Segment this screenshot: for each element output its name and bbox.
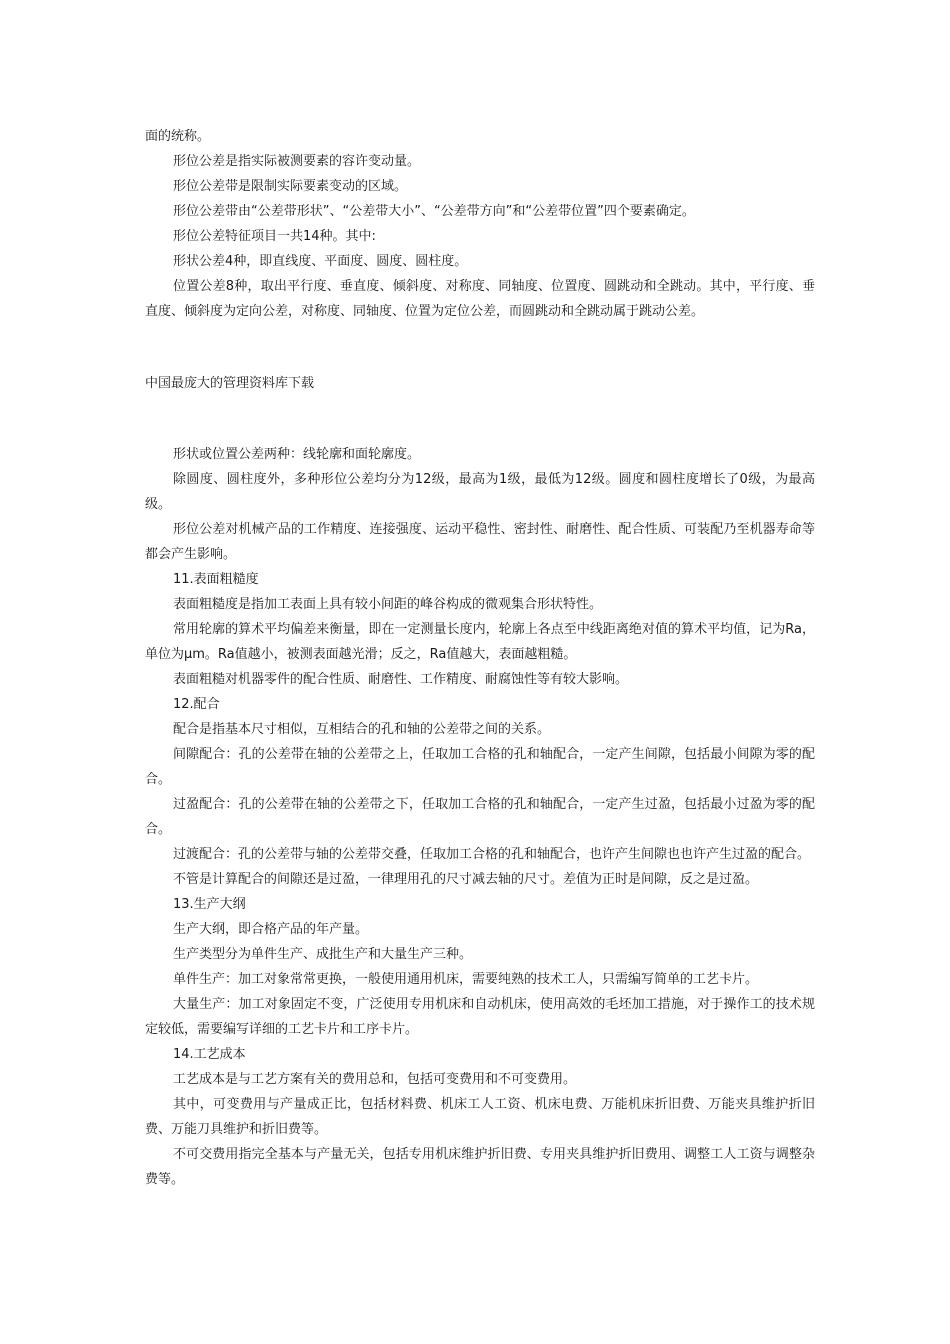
paragraph: 不管是计算配合的间隙还是过盈，一律理用孔的尺寸减去轴的尺寸。差值为正时是间隙，反之是过盈。 bbox=[173, 872, 759, 887]
section-heading-production-program: 13.生产大纲 bbox=[173, 897, 246, 912]
paragraph: 形状公差4种，即直线度、平面度、圆度、圆柱度。 bbox=[173, 254, 468, 269]
paragraph: 配合是指基本尺寸相似，互相结合的孔和轴的公差带之间的关系。 bbox=[173, 722, 551, 737]
section-heading-process-cost: 14.工艺成本 bbox=[173, 1047, 246, 1062]
paragraph-continuation: 面的统称。 bbox=[145, 129, 211, 144]
paragraph: 不可交费用指完全基本与产量无关，包括专用机床维护折旧费、专用夹具维护折旧费用、调整工人工资与调整杂费等。 bbox=[145, 1147, 815, 1187]
paragraph: 除圆度、圆柱度外，多种形位公差均分为12级，最高为1级，最低为12级。圆度和圆柱度增长了0级，为最高级。 bbox=[145, 472, 815, 512]
download-note bbox=[145, 371, 815, 396]
paragraph: 其中，可变费用与产量成正比，包括材料费、机床工人工资、机床电费、万能机床折旧费、万能夹具维护折旧费、万能刀具维护和折旧费等。 bbox=[145, 1097, 815, 1137]
paragraph: 形位公差带是限制实际要素变动的区域。 bbox=[173, 179, 408, 194]
paragraph: 形位公差是指实际被测要素的容许变动量。 bbox=[173, 154, 421, 169]
paragraph: 形位公差对机械产品的工作精度、连接强度、运动平稳性、密封性、耐磨性、配合性质、可装配乃至机器寿命等都会产生影响。 bbox=[145, 522, 815, 562]
main-section bbox=[145, 442, 815, 1192]
paragraph: 大量生产：加工对象固定不变，广泛使用专用机床和自动机床，使用高效的毛坯加工措施，对于操作工的技术规定较低，需要编写详细的工艺卡片和工序卡片。 bbox=[145, 997, 815, 1037]
paragraph: 工艺成本是与工艺方案有关的费用总和，包括可变费用和不可变费用。 bbox=[173, 1072, 577, 1087]
tolerance-section bbox=[145, 124, 815, 324]
paragraph: 过盈配合：孔的公差带在轴的公差带之下，任取加工合格的孔和轴配合，一定产生过盈，包括最小过盈为零的配合。 bbox=[145, 797, 815, 837]
paragraph: 形状或位置公差两种：线轮廓和面轮廓度。 bbox=[173, 447, 421, 462]
paragraph: 生产大纲，即合格产品的年产量。 bbox=[173, 922, 369, 937]
paragraph: 生产类型分为单件生产、成批生产和大量生产三种。 bbox=[173, 947, 473, 962]
paragraph: 表面粗糙对机器零件的配合性质、耐磨性、工作精度、耐腐蚀性等有较大影响。 bbox=[173, 672, 629, 687]
paragraph: 表面粗糙度是指加工表面上具有较小间距的峰谷构成的微观集合形状特性。 bbox=[173, 597, 603, 612]
paragraph: 过渡配合：孔的公差带与轴的公差带交叠，任取加工合格的孔和轴配合，也许产生间隙也也许产生过盈的配合。 bbox=[173, 847, 811, 862]
paragraph: 单件生产：加工对象常常更换，一般使用通用机床，需要纯熟的技术工人，只需编写简单的工艺卡片。 bbox=[173, 972, 759, 987]
section-heading-fit: 12.配合 bbox=[173, 697, 220, 712]
paragraph: 形位公差带由“公差带形状”、“公差带大小”、“公差带方向”和“公差带位置”四个要素确定。 bbox=[173, 204, 695, 219]
paragraph: 形位公差特征项目一共14种。其中: bbox=[173, 229, 376, 244]
paragraph: 常用轮廓的算术平均偏差来衡量，即在一定测量长度内，轮廓上各点至中线距离绝对值的算术平均值，记为Ra，单位为μm。Ra值越小，被测表面越光滑；反之，Ra值越大，表面越粗糙。 bbox=[145, 622, 815, 662]
paragraph: 间隙配合：孔的公差带在轴的公差带之上，任取加工合格的孔和轴配合，一定产生间隙，包括最小间隙为零的配合。 bbox=[145, 747, 815, 787]
section-heading-surface-roughness: 11.表面粗糙度 bbox=[173, 572, 259, 587]
download-note-text: 中国最庞大的管理资料库下载 bbox=[145, 376, 315, 391]
paragraph: 位置公差8种，取出平行度、垂直度、倾斜度、对称度、同轴度、位置度、圆跳动和全跳动。其中，平行度、垂直度、倾斜度为定向公差，对称度、同轴度、位置为定位公差，而圆跳动和全跳动属于跳动公差。 bbox=[145, 279, 815, 319]
